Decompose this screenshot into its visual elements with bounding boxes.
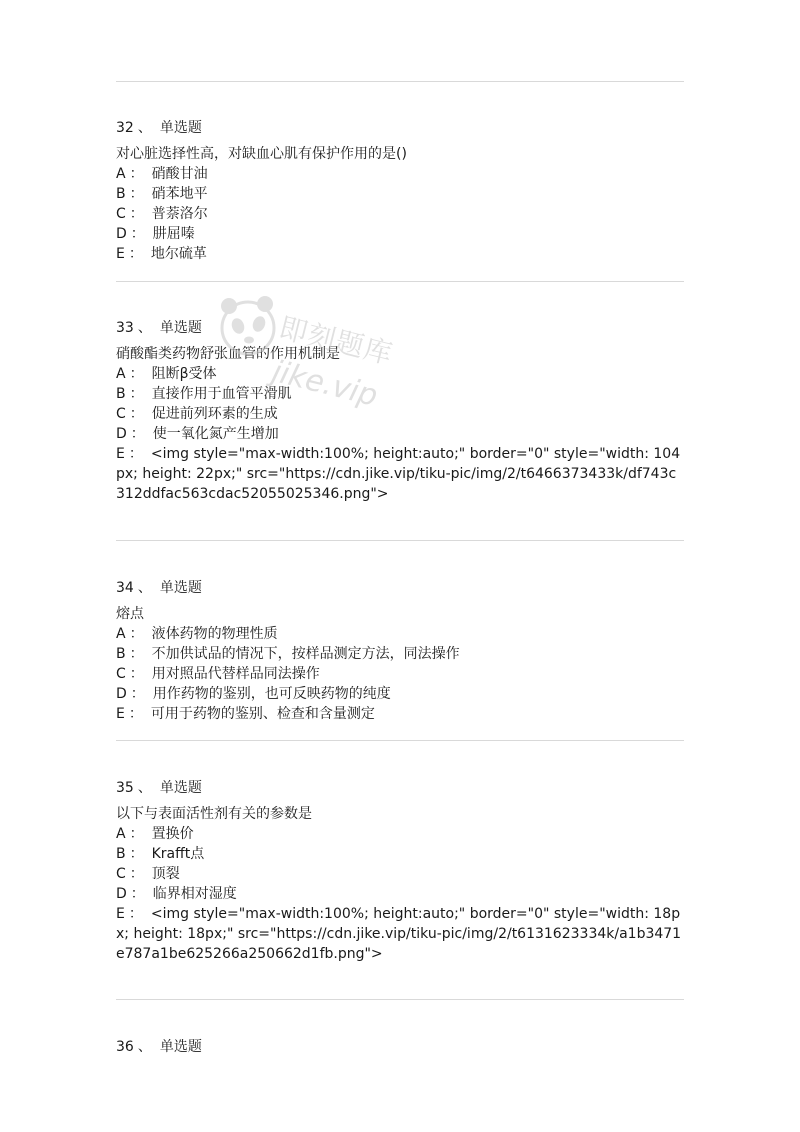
option-a[interactable] — [116, 364, 684, 384]
question-header — [116, 778, 684, 798]
question-text: 以下与表面活性剂有关的参数是 — [116, 806, 312, 822]
option-colon: ： — [130, 686, 145, 702]
option-colon: ： — [128, 706, 143, 722]
question-header — [116, 118, 684, 138]
option-letter: D — [116, 886, 127, 902]
question-number: 34 — [116, 580, 134, 596]
option-colon: ： — [129, 646, 144, 662]
question-text: 对心脏选择性高，对缺血心肌有保护作用的是() — [116, 146, 407, 162]
question-type: 单选题 — [159, 120, 202, 136]
question-type: 单选题 — [159, 1039, 202, 1055]
option-text: 硝苯地平 — [151, 186, 208, 202]
option-letter: C — [116, 866, 126, 882]
option-letter: B — [116, 186, 126, 202]
option-colon: ： — [129, 826, 144, 842]
option-colon: ： — [129, 666, 144, 682]
option-b[interactable] — [116, 384, 684, 404]
option-text: 用对照品代替样品同法操作 — [151, 666, 320, 682]
question-number: 35 — [116, 780, 134, 796]
option-colon: ： — [128, 446, 143, 462]
question-header — [116, 578, 684, 598]
question-separator: 、 — [137, 1039, 152, 1055]
option-text: 硝酸甘油 — [151, 166, 208, 182]
option-letter: A — [116, 626, 126, 642]
option-colon: ： — [130, 426, 145, 442]
option-c[interactable] — [116, 404, 684, 424]
option-text: 促进前列环素的生成 — [151, 406, 278, 422]
option-text: 阻断β受体 — [151, 366, 217, 382]
question-34 — [116, 578, 684, 724]
option-letter: E — [116, 246, 125, 262]
watermark-text-cn: 即刻题库 — [275, 310, 397, 371]
option-c[interactable] — [116, 204, 684, 224]
option-letter: C — [116, 666, 126, 682]
question-35 — [116, 778, 684, 964]
watermark-text-url: jike.vip — [268, 354, 381, 414]
option-text: <img style="max-width:100%; height:auto;" border="0" style="width: 104px; height: 22px;" src="https://cdn.jike.vip/tiku-pic/img/2/t6466373433k/df743c312ddfac563cdac52055025346.png"> — [116, 446, 681, 502]
option-text: 液体药物的物理性质 — [151, 626, 278, 642]
question-type: 单选题 — [159, 320, 202, 336]
option-text: 顶裂 — [151, 866, 180, 882]
divider-after-q35 — [116, 999, 684, 1000]
option-text: 临界相对湿度 — [152, 886, 237, 902]
option-text: 可用于药物的鉴别、检查和含量测定 — [150, 706, 375, 722]
option-letter: C — [116, 406, 126, 422]
divider-after-q33 — [116, 540, 684, 541]
option-letter: D — [116, 226, 127, 242]
option-letter: E — [116, 446, 125, 462]
option-letter: A — [116, 166, 126, 182]
question-33 — [116, 318, 684, 504]
question-36 — [116, 1037, 684, 1063]
option-d[interactable] — [116, 684, 684, 704]
option-e[interactable] — [116, 904, 684, 964]
option-letter: B — [116, 386, 126, 402]
option-a[interactable] — [116, 824, 684, 844]
question-text: 熔点 — [116, 606, 144, 622]
option-e[interactable] — [116, 244, 684, 264]
question-header — [116, 1037, 684, 1057]
divider-after-q34 — [116, 740, 684, 741]
option-letter: B — [116, 846, 126, 862]
option-text: 普萘洛尔 — [151, 206, 208, 222]
option-colon: ： — [128, 906, 143, 922]
option-letter: B — [116, 646, 126, 662]
question-number: 33 — [116, 320, 134, 336]
option-text: 置换价 — [151, 826, 194, 842]
question-text: 硝酸酯类药物舒张血管的作用机制是 — [116, 346, 340, 362]
option-letter: D — [116, 426, 127, 442]
option-colon: ： — [128, 246, 143, 262]
option-letter: D — [116, 686, 127, 702]
option-b[interactable] — [116, 184, 684, 204]
question-separator: 、 — [137, 320, 152, 336]
question-32 — [116, 118, 684, 264]
option-d[interactable] — [116, 224, 684, 244]
option-text: 地尔硫革 — [150, 246, 207, 262]
option-letter: E — [116, 706, 125, 722]
option-colon: ： — [129, 626, 144, 642]
divider-top — [116, 81, 684, 82]
option-b[interactable] — [116, 844, 684, 864]
divider-after-q32 — [116, 281, 684, 282]
option-colon: ： — [129, 186, 144, 202]
option-letter: A — [116, 366, 126, 382]
option-text: <img style="max-width:100%; height:auto;" border="0" style="width: 18px; height: 18px;" src="https://cdn.jike.vip/tiku-pic/img/2/t6131623334k/a1b3471e787a1be625266a250662d1fb.png"> — [116, 906, 682, 962]
option-colon: ： — [130, 886, 145, 902]
option-b[interactable] — [116, 644, 684, 664]
option-c[interactable] — [116, 864, 684, 884]
option-text: 不加供试品的情况下，按样品测定方法，同法操作 — [151, 646, 460, 662]
question-number: 36 — [116, 1039, 134, 1055]
option-a[interactable] — [116, 624, 684, 644]
option-a[interactable] — [116, 164, 684, 184]
option-d[interactable] — [116, 424, 684, 444]
option-colon: ： — [129, 166, 144, 182]
option-colon: ： — [129, 846, 144, 862]
option-letter: C — [116, 206, 126, 222]
question-separator: 、 — [137, 580, 152, 596]
option-e[interactable] — [116, 704, 684, 724]
option-e[interactable] — [116, 444, 684, 504]
option-c[interactable] — [116, 664, 684, 684]
option-colon: ： — [129, 206, 144, 222]
option-letter: E — [116, 906, 125, 922]
question-separator: 、 — [137, 780, 152, 796]
option-letter: A — [116, 826, 126, 842]
question-type: 单选题 — [159, 780, 202, 796]
question-header — [116, 318, 684, 338]
question-number: 32 — [116, 120, 134, 136]
option-text: 直接作用于血管平滑肌 — [151, 386, 292, 402]
option-text: 用作药物的鉴别，也可反映药物的纯度 — [152, 686, 391, 702]
option-text: 肼屈嗪 — [152, 226, 195, 242]
question-type: 单选题 — [159, 580, 202, 596]
option-colon: ： — [130, 226, 145, 242]
question-separator: 、 — [137, 120, 152, 136]
option-text: Krafft点 — [151, 846, 205, 862]
option-text: 使一氧化氮产生增加 — [152, 426, 279, 442]
option-colon: ： — [129, 366, 144, 382]
option-d[interactable] — [116, 884, 684, 904]
option-colon: ： — [129, 406, 144, 422]
option-colon: ： — [129, 866, 144, 882]
option-colon: ： — [129, 386, 144, 402]
